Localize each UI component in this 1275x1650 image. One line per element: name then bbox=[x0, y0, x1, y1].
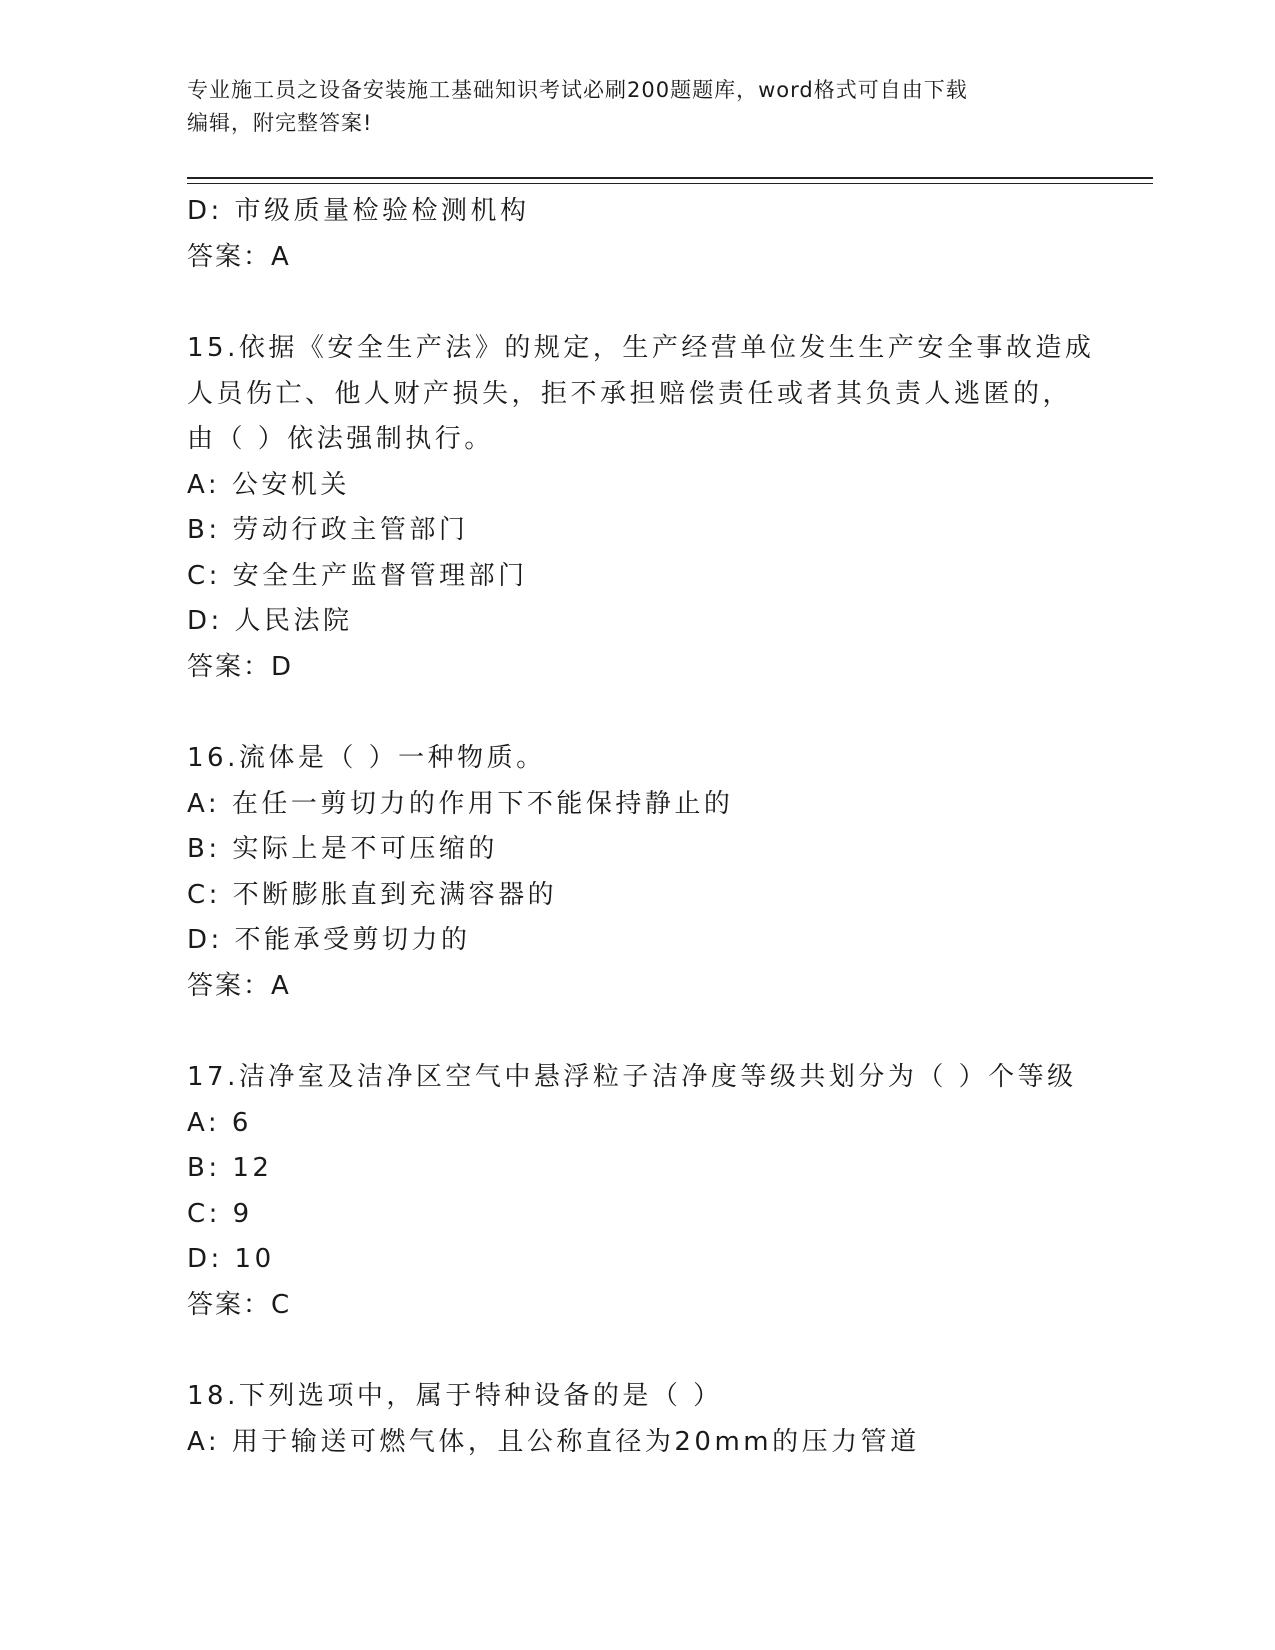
question-text-line: 18.下列选项中，属于特种设备的是（ ） bbox=[187, 1381, 723, 1411]
option-c: C: 9 bbox=[187, 1198, 253, 1229]
question-14-tail bbox=[187, 189, 1127, 280]
question-17 bbox=[187, 1055, 1127, 1328]
header-title-line-2: 编辑，附完整答案! bbox=[187, 111, 373, 135]
question-15 bbox=[187, 326, 1127, 690]
option-d: D: 人民法院 bbox=[187, 606, 353, 636]
question-18 bbox=[187, 1374, 1127, 1465]
option-c: C: 不断膨胀直到充满容器的 bbox=[187, 879, 558, 910]
answer-line: 答案：D bbox=[187, 651, 294, 682]
option-b: B: 12 bbox=[187, 1153, 273, 1183]
option-a: A: 公安机关 bbox=[187, 469, 350, 500]
option-a: A: 在任一剪切力的作用下不能保持静止的 bbox=[187, 788, 734, 819]
answer-line: 答案：C bbox=[187, 1289, 292, 1320]
option-d: D: 不能承受剪切力的 bbox=[187, 925, 471, 955]
option-b: B: 实际上是不可压缩的 bbox=[187, 834, 498, 864]
question-text-line: 15.依据《安全生产法》的规定，生产经营单位发生生产安全事故造成 bbox=[187, 333, 1095, 363]
header-divider-thick bbox=[187, 177, 1153, 179]
document-body bbox=[187, 189, 1127, 1465]
question-text-line: 16.流体是（ ）一种物质。 bbox=[187, 743, 546, 773]
document-header bbox=[187, 74, 1067, 140]
option-a: A: 6 bbox=[187, 1107, 252, 1138]
question-16 bbox=[187, 736, 1127, 1009]
option-a: A: 用于输送可燃气体，且公称直径为20mm的压力管道 bbox=[187, 1426, 920, 1457]
option-d: D: 市级质量检验检测机构 bbox=[187, 196, 530, 226]
option-d: D: 10 bbox=[187, 1244, 275, 1274]
answer-line: 答案：A bbox=[187, 241, 291, 272]
question-text-line: 由（ ）依法强制执行。 bbox=[187, 424, 494, 454]
header-divider-thin bbox=[187, 183, 1153, 184]
header-title-line-1: 专业施工员之设备安装施工基础知识考试必刷200题题库，word格式可自由下载 bbox=[187, 78, 968, 102]
answer-line: 答案：A bbox=[187, 970, 291, 1001]
option-b: B: 劳动行政主管部门 bbox=[187, 515, 469, 545]
question-text-line: 人员伤亡、他人财产损失，拒不承担赔偿责任或者其负责人逃匿的， bbox=[187, 378, 1073, 409]
question-text-line: 17.洁净室及洁净区空气中悬浮粒子洁净度等级共划分为（ ）个等级 bbox=[187, 1062, 1077, 1092]
option-c: C: 安全生产监督管理部门 bbox=[187, 560, 528, 591]
